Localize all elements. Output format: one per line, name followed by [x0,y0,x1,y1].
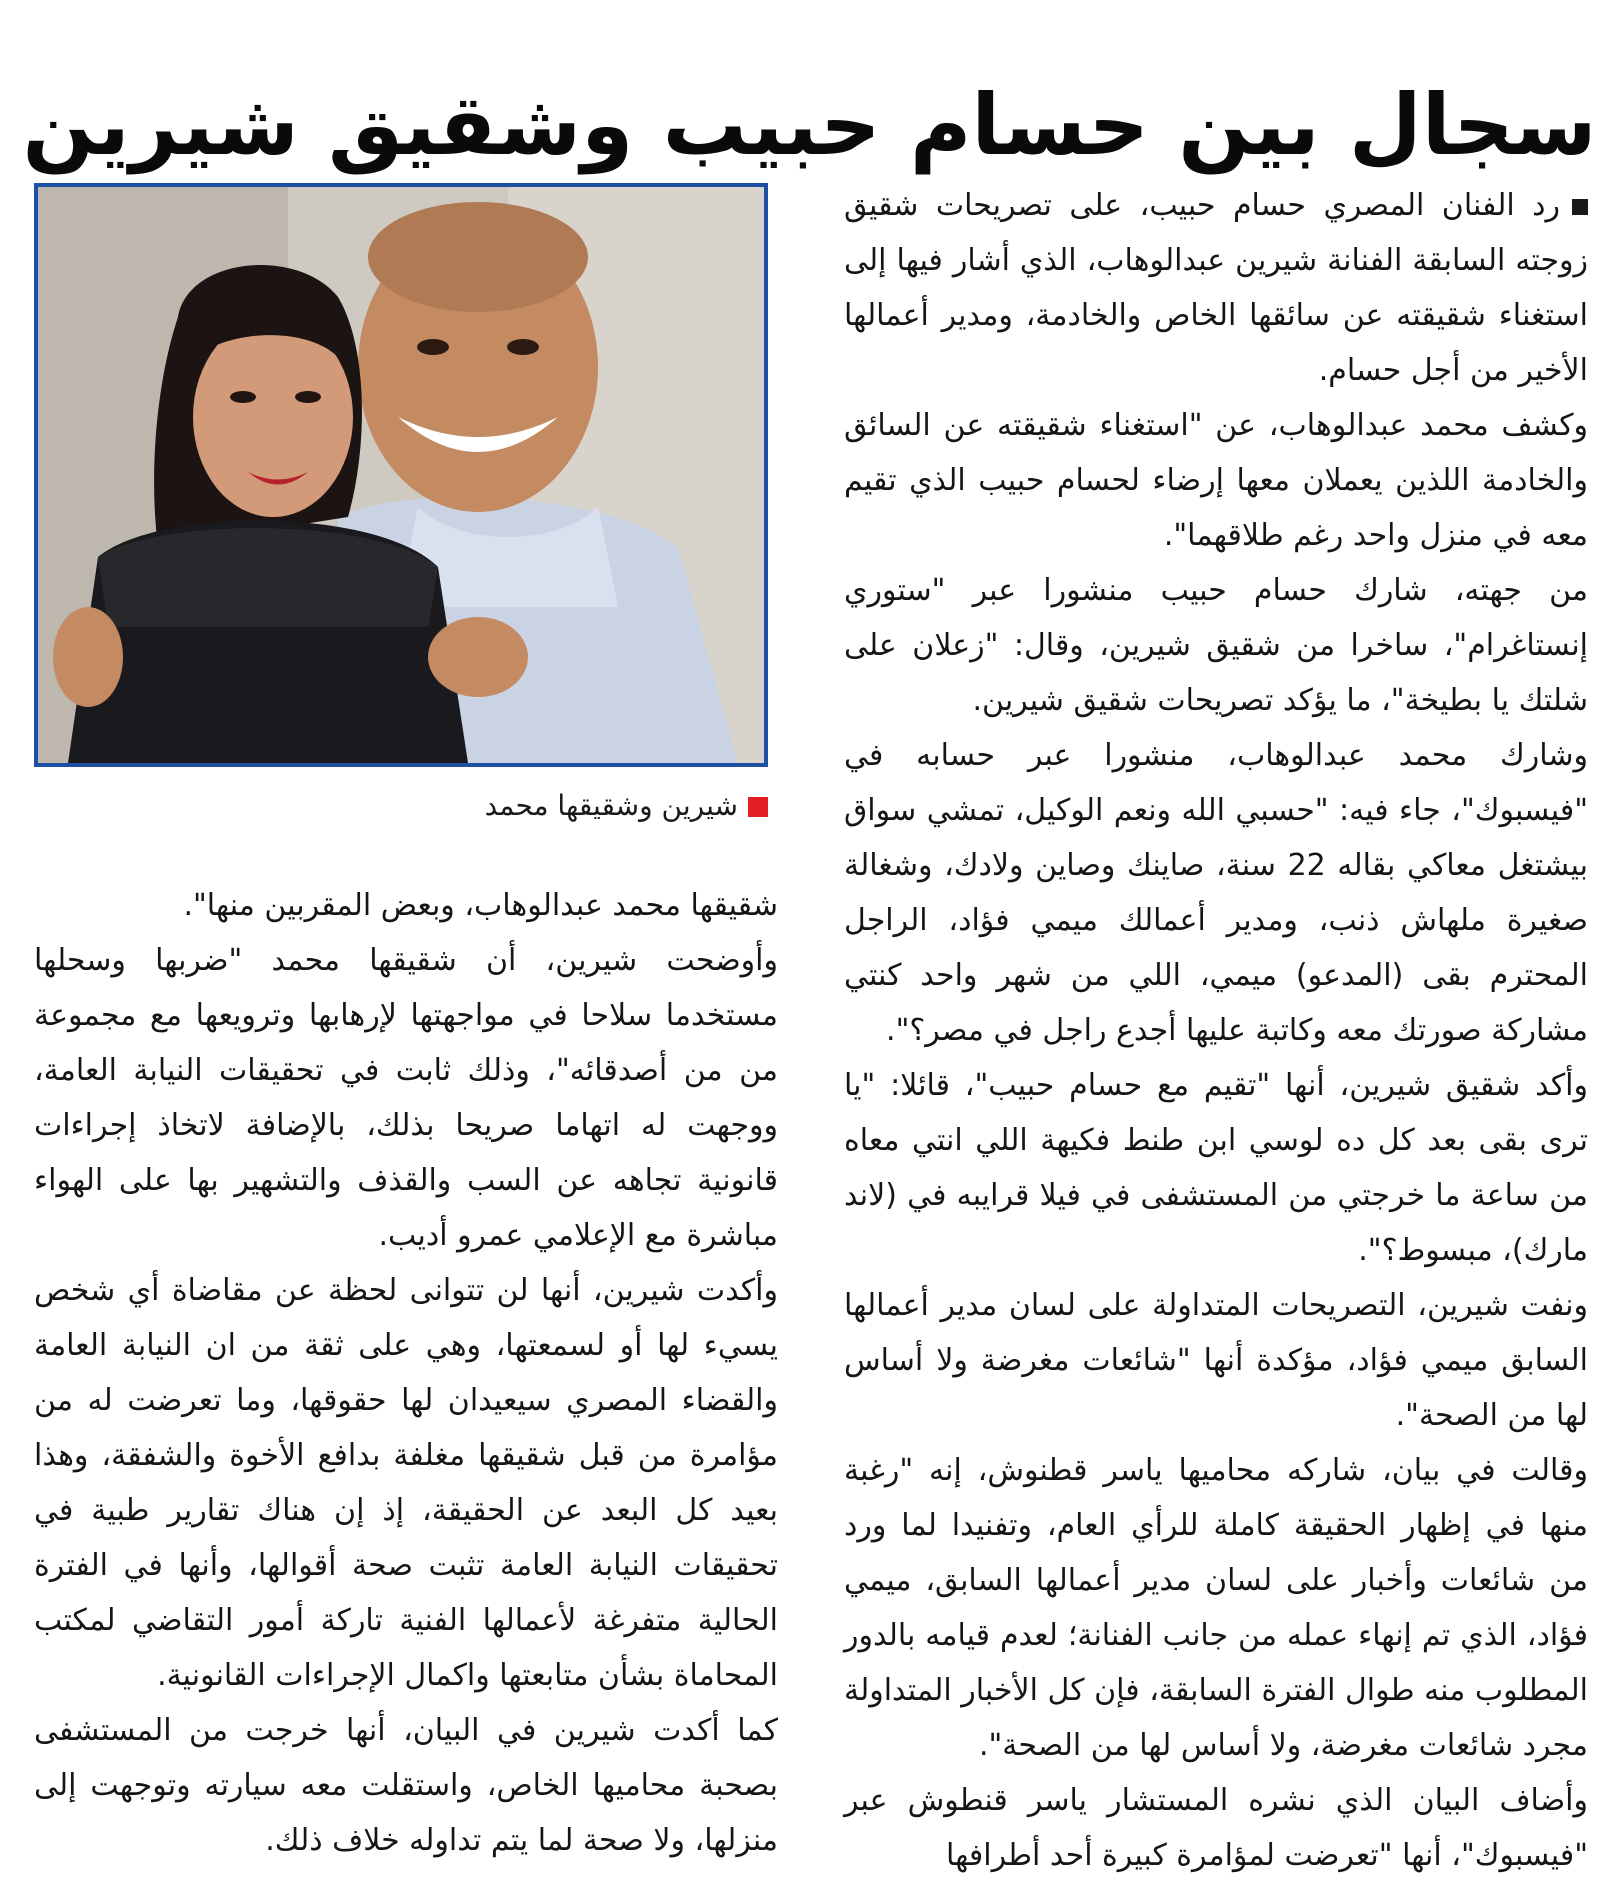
lead-marker-icon [1572,199,1588,215]
paragraph: وأوضحت شيرين، أن شقيقها محمد "ضربها وسحلها مستخدما سلاحا في مواجهتها لإرهابها وترويعها مع مجموعة من من أصدقائه"، وذلك ثابت في تحقيقات النيابة العامة، ووجهت له اتهاما صريحا بذلك، بالإضافة لاتخاذ إجراءات قانونية تجاهه عن السب والقذف والتشهير بها على الهواء مباشرة مع الإعلامي عمرو أديب. [34,943,778,1253]
caption-text: شيرين وشقيقها محمد [484,789,738,822]
photo-image-icon [38,187,764,763]
article-column-left [34,878,778,1858]
paragraph: من جهته، شارك حسام حبيب منشورا عبر "ستوري إنستاغرام"، ساخرا من شقيق شيرين، وقال: "زعلان على شلتك يا بطيخة"، ما يؤكد تصريحات شقيق شيرين. [844,573,1588,718]
paragraph: وقالت في بيان، شاركه محاميها ياسر قطنوش، إنه "رغبة منها في إظهار الحقيقة كاملة للرأي العام، وتفنيدا لما ورد من شائعات وأخبار على لسان مدير أعمالها السابق، ميمي فؤاد، الذي تم إنهاء عمله من جانب الفنانة؛ لعدم قيامه بالدور المطلوب منه طوال الفترة السابقة، فإن كل الأخبار المتداولة مجرد شائعات مغرضة، ولا أساس لها من الصحة". [844,1453,1588,1763]
article-column-right [844,178,1588,1873]
headline: سجال بين حسام حبيب وشقيق شيرين [22,76,1597,175]
article-photo [34,183,768,767]
paragraph-text: رد الفنان المصري حسام حبيب، على تصريحات شقيق زوجته السابقة الفنانة شيرين عبدالوهاب، الذي أشار فيها إلى استغناء شقيقته عن سائقها الخاص والخادمة، ومدير أعمالها الأخير من أجل حسام. [844,188,1588,388]
paragraph: كما أكدت شيرين في البيان، أنها خرجت من المستشفى بصحبة محاميها الخاص، واستقلت معه سيارته وتوجهت إلى منزلها، ولا صحة لما يتم تداوله خلاف ذلك. [34,1713,778,1858]
paragraph: وأضاف البيان الذي نشره المستشار ياسر قنطوش عبر "فيسبوك"، أنها "تعرضت لمؤامرة كبيرة أحد أطرافها [844,1783,1588,1873]
paragraph: وشارك محمد عبدالوهاب، منشورا عبر حسابه في "فيسبوك"، جاء فيه: "حسبي الله ونعم الوكيل، تمشي سواق بيشتغل معاكي بقاله 22 سنة، صاينك وصاين ولادك، وشغالة صغيرة ملهاش ذنب، ومدير أعمالك ميمي فؤاد، الراجل المحترم بقى (المدعو) ميمي، اللي من شهر واحد كنتي مشاركة صورتك معه وكاتبة عليها أجدع راجل في مصر؟". [844,738,1588,1048]
paragraph: وأكد شقيق شيرين، أنها "تقيم مع حسام حبيب"، قائلا: "يا ترى بقى بعد كل ده لوسي ابن طنط فكيهة اللي انتي معاه من ساعة ما خرجتي من المستشفى في فيلا قرايبه في (لاند مارك)، مبسوط؟". [844,1068,1588,1268]
paragraph: وأكدت شيرين، أنها لن تتوانى لحظة عن مقاضاة أي شخص يسيء لها أو لسمعتها، وهي على ثقة من ان النيابة العامة والقضاء المصري سيعيدان لها حقوقها، وما تعرضت له من مؤامرة من قبل شقيقها مغلفة بدافع الأخوة والشفقة، وهذا بعيد كل البعد عن الحقيقة، إذ إن هناك تقارير طبية في تحقيقات النيابة العامة تثبت صحة أقوالها، وأنها في الفترة الحالية متفرغة لأعمالها الفنية تاركة أمور التقاضي لمكتب المحاماة بشأن متابعتها واكمال الإجراءات القانونية. [34,1273,778,1693]
paragraph: وكشف محمد عبدالوهاب، عن "استغناء شقيقته عن السائق والخادمة اللذين يعملان معها إرضاء لحسام حبيب الذي تقيم معه في منزل واحد رغم طلاقهما". [844,408,1588,553]
paragraph [844,178,1588,398]
photo-caption [34,784,768,828]
caption-marker-icon [748,797,768,817]
paragraph: شقيقها محمد عبدالوهاب، وبعض المقربين منها". [183,888,778,923]
paragraph: ونفت شيرين، التصريحات المتداولة على لسان مدير أعمالها السابق ميمي فؤاد، مؤكدة أنها "شائعات مغرضة ولا أساس لها من الصحة". [844,1288,1588,1433]
